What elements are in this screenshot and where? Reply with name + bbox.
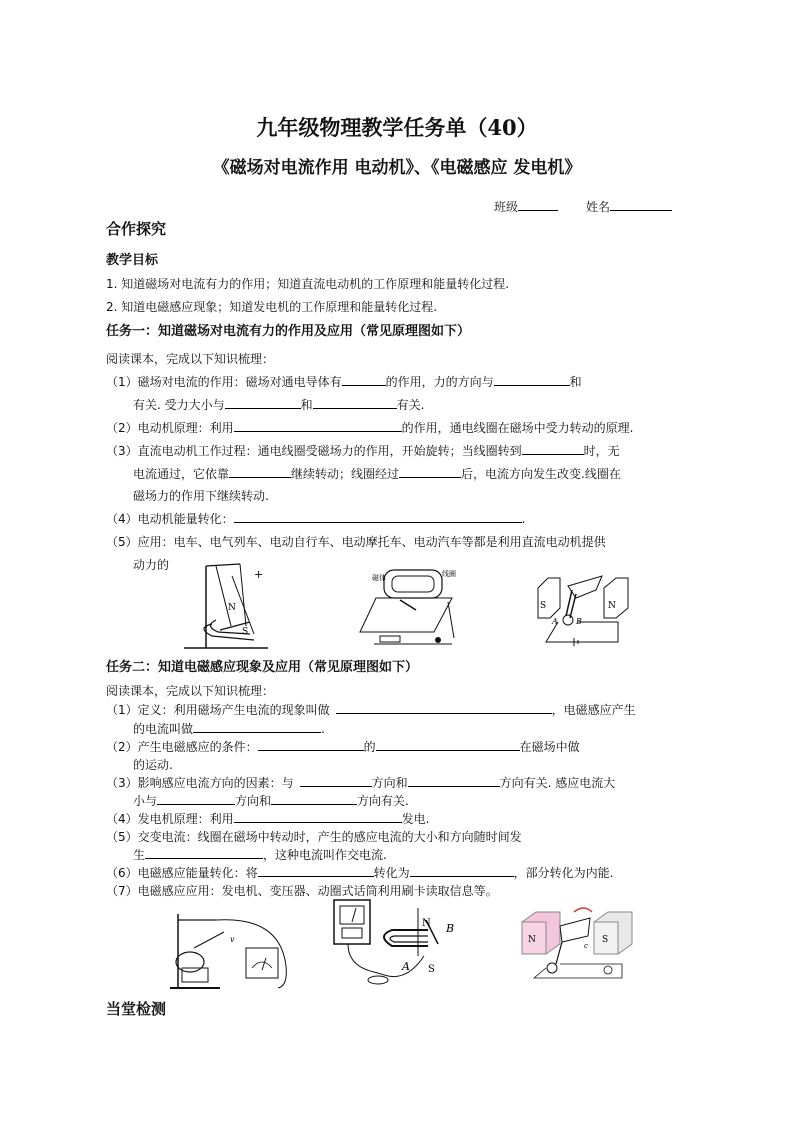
figure-galvanometer-experiment (160, 906, 290, 992)
task2-q2-line1: （2）产生电磁感应的条件： 的 在磁场中做 (106, 740, 580, 754)
task1-q3-line2: 电流通过，它依靠 继续转动；线圈经过 后，电流方向发生改变.线圈在 (133, 467, 621, 481)
goal-item-1: 1. 知道磁场对电流有力的作用；知道直流电动机的工作原理和能量转化过程. (106, 277, 510, 291)
task2-q4: （4）发电机原理：利用 发电. (106, 812, 430, 826)
task2-q5-line1: （5）交变电流：线圈在磁场中转动时，产生的感应电流的大小和方向随时间发 (106, 830, 522, 844)
class-field (494, 198, 558, 215)
section-check-heading: 当堂检测 (106, 1000, 167, 1018)
goals-heading: 教学目标 (106, 253, 159, 268)
task1-q1-line1: （1）磁场对电流的作用：磁场对通电导体有 的作用，力的方向与 和 (106, 375, 582, 389)
wire-a-label: A (402, 960, 410, 973)
task1-q1-line2: 有关. 受力大小与 和 有关. (133, 398, 425, 412)
brush-b-label: B (576, 617, 582, 626)
task2-q1-line1: （1）定义：利用磁场产生电流的现象叫做 ，电磁感应产生 (106, 703, 636, 717)
n-pole-label: N (228, 603, 236, 613)
s-magnet-label: S (540, 601, 547, 611)
task2-q2-line2: 的运动. (133, 758, 173, 772)
task2-q3-line2: 小与 方向和 方向有关. (133, 794, 409, 808)
task2-heading: 任务二：知道电磁感应现象及应用（常见原理图如下） (106, 660, 419, 675)
task2-q1-line2: 的电流叫做 . (133, 722, 325, 736)
figure-rail-experiment (176, 556, 272, 652)
page-title: 九年级物理教学任务单（40） (256, 115, 538, 140)
gen-s-label: S (602, 935, 609, 945)
task1-q3-line3: 磁场力的作用下继续转动. (133, 489, 269, 503)
magnet-label: 磁体 (372, 574, 386, 582)
figure-board-experiment (356, 562, 460, 650)
goal-item-2: 2. 知道电磁感应现象；知道发电机的工作原理和能量转化过程. (106, 300, 438, 314)
horseshoe-n-label: N (422, 918, 431, 929)
task1-q5-line1: （5）应用：电车、电气列车、电动自行车、电动摩托车、电动汽车等都是利用直流电动机提供 (106, 535, 606, 549)
plus-label: + (254, 568, 264, 581)
task1-q2: （2）电动机原理：利用 的作用，通电线圈在磁场中受力转动的原理. (106, 421, 634, 435)
task2-intro: 阅读课本，完成以下知识梳理： (106, 684, 275, 698)
coil-label: 线圈 (442, 570, 456, 578)
task2-q6: （6）电磁感应能量转化：将 转化为 ，部分转化为内能. (106, 866, 614, 880)
task2-q3-line1: （3）影响感应电流方向的因素：与 方向和 方向有关. 感应电流大 (106, 776, 616, 790)
class-label: 班级 (494, 200, 519, 214)
brush-a-label: A (552, 617, 558, 626)
task2-q5-line2: 生 ，这种电流叫作交电流. (133, 848, 387, 862)
task1-heading: 任务一：知道磁场对电流有力的作用及应用（常见原理图如下） (106, 324, 471, 339)
figure-horseshoe-experiment (328, 896, 462, 994)
section-coop-heading: 合作探究 (106, 220, 167, 238)
wire-b-label: B (446, 922, 455, 935)
task1-q5-line2: 动力的 (133, 558, 170, 572)
gen-c-label: c (584, 942, 588, 950)
s-pole-label: S (242, 627, 249, 637)
page-subtitle: 《磁场对电流作用 电动机》、《电磁感应 发电机》 (212, 158, 582, 178)
gen-n-label: N (528, 935, 536, 945)
task1-q3-line1: （3）直流电动机工作过程：通电线圈受磁场力的作用，开始旋转；当线圈转到 时，无 (106, 444, 620, 458)
figure-generator (516, 904, 636, 984)
velocity-label: v (230, 935, 235, 944)
horseshoe-s-label: S (428, 964, 435, 975)
name-label: 姓名 (586, 200, 611, 214)
name-field (586, 198, 672, 215)
task1-q4: （4）电动机能量转化： . (106, 512, 526, 526)
task1-intro: 阅读课本，完成以下知识梳理： (106, 352, 275, 366)
n-magnet-label: N (608, 601, 616, 611)
figure-motor (532, 568, 632, 652)
task2-q7: （7）电磁感应应用：发电机、变压器、动圈式话筒利用刷卡读取信息等。 (106, 884, 498, 898)
